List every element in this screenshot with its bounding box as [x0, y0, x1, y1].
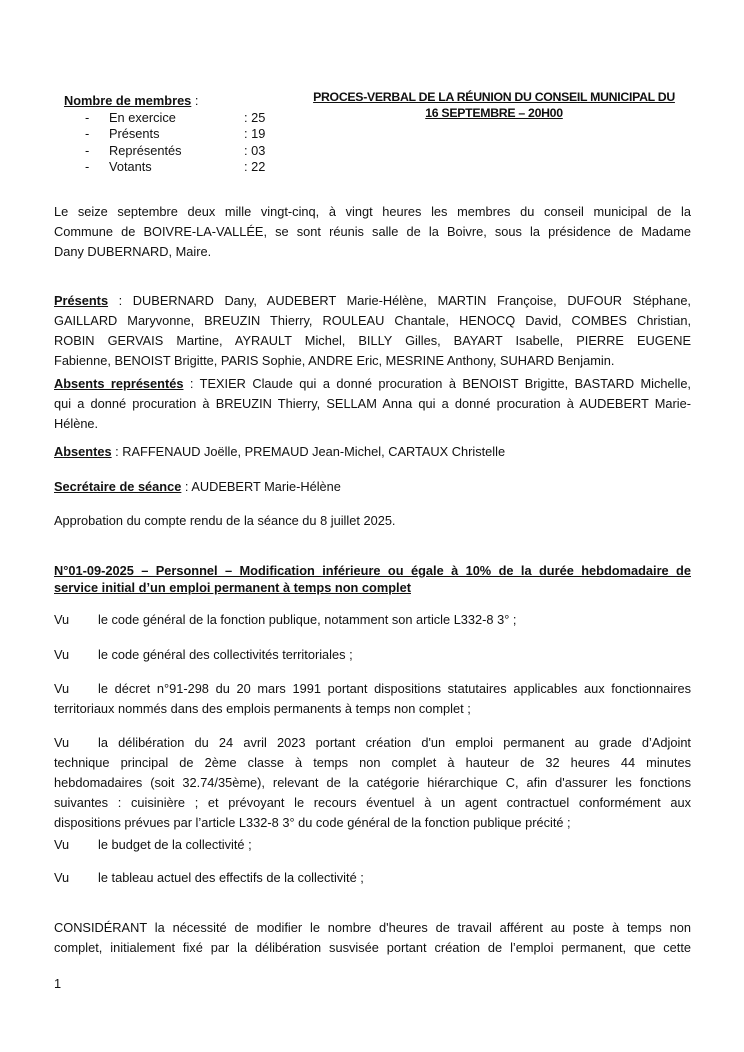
- secretaire-text: : AUDEBERT Marie-Hélène: [181, 479, 341, 494]
- presents-line: GAILLARD Maryvonne, BREUZIN Thierry, ROULEAU Chantale, HENOCQ David, COMBES Christian,: [54, 313, 691, 328]
- absentes-label: Absentes: [54, 444, 112, 459]
- members-row-label: En exercice: [109, 109, 176, 125]
- members-row-representes: [55, 143, 295, 160]
- intro-line: Commune de BOIVRE-LA-VALLÉE, se sont réunis salle de la Boivre, sous la présidence de Madame: [54, 224, 691, 239]
- intro-line: Dany DUBERNARD, Maire.: [54, 244, 212, 259]
- list-dash: -: [85, 126, 90, 141]
- absents-representes-line: [54, 374, 691, 394]
- vu-keyword: Vu: [54, 870, 70, 885]
- vu-text: le décret n°91-298 du 20 mars 1991 portant dispositions statutaires applicables aux fonctionnaires: [98, 681, 691, 696]
- presents-text: : DUBERNARD Dany, AUDEBERT Marie-Hélène, MARTIN Françoise, DUFOUR Stéphane,: [108, 293, 691, 308]
- members-row-label: Présents: [109, 126, 160, 141]
- considerant-paragraph: [54, 918, 691, 958]
- members-row-label: Votants: [109, 159, 152, 174]
- vu-item: [54, 679, 691, 719]
- secretaire-paragraph: [54, 477, 691, 497]
- vu-keyword: Vu: [54, 837, 70, 852]
- vu-keyword: Vu: [54, 647, 70, 662]
- list-dash: -: [85, 159, 90, 174]
- vu-line: hebdomadaires (soit 32.74/35ème), relevant de la catégorie hiérarchique C, afin d'assurer les fonctions: [54, 775, 691, 790]
- members-row-value: : 22: [244, 159, 266, 174]
- considerant-line: complet, initialement fixé par la délibération susvisée portant création de l’emploi permanent, que cette: [54, 940, 691, 955]
- members-row-en-exercice: [55, 110, 295, 127]
- list-dash: -: [85, 142, 90, 158]
- deliberation-title-line: service initial d’un emploi permanent à temps non complet: [54, 580, 411, 595]
- vu-item: [54, 610, 691, 630]
- members-heading-suffix: :: [191, 93, 199, 108]
- vu-item: [54, 733, 691, 833]
- presents-paragraph: [54, 291, 691, 371]
- absentes-text: : RAFFENAUD Joëlle, PREMAUD Jean-Michel, CARTAUX Christelle: [111, 444, 506, 459]
- vu-line: dispositions prévues par l’article L332-8 3° du code général de la fonction publique précité ;: [54, 815, 571, 830]
- document-title: [296, 89, 692, 121]
- secretaire-label: Secrétaire de séance: [54, 479, 182, 494]
- presents-label: Présents: [54, 293, 109, 308]
- vu-text: le budget de la collectivité ;: [98, 837, 252, 852]
- list-dash: -: [85, 109, 90, 125]
- considerant-line: CONSIDÉRANT la nécessité de modifier le nombre d'heures de travail afférent au poste à temps non: [54, 920, 691, 935]
- vu-item: [54, 645, 691, 665]
- absents-representes-line: qui a donné procuration à BREUZIN Thierry, SELLAM Anna qui a donné procuration à AUDEBERT Marie-: [54, 396, 691, 411]
- vu-line: territoriaux nommés dans des emplois permanents à temps non complet ;: [54, 701, 471, 716]
- vu-keyword: Vu: [54, 681, 70, 696]
- vu-text: la délibération du 24 avril 2023 portant création d'un emploi permanent au grade d’Adjoint: [98, 735, 691, 750]
- intro-paragraph: [54, 202, 691, 262]
- document-title-line1: PROCES-VERBAL DE LA RÉUNION DU CONSEIL MUNICIPAL DU: [313, 90, 675, 104]
- members-row-value: : 19: [244, 126, 266, 141]
- vu-text: le tableau actuel des effectifs de la collectivité ;: [98, 870, 364, 885]
- presents-line: ROBIN GERVAIS Martine, AYRAULT Michel, BILLY Gilles, BAYART Isabelle, PIERRE EUGENE: [54, 333, 691, 348]
- vu-text: le code général de la fonction publique, notamment son article L332-8 3° ;: [98, 612, 517, 627]
- vu-line: [54, 679, 691, 699]
- vu-keyword: Vu: [54, 735, 70, 750]
- vu-item: [54, 835, 691, 855]
- members-row-label: Représentés: [109, 142, 182, 158]
- members-row-votants: [55, 159, 295, 176]
- deliberation-title: [54, 562, 691, 596]
- intro-line: Le seize septembre deux mille vingt-cinq, à vingt heures les membres du conseil municipal de la: [54, 204, 691, 219]
- vu-line: [54, 733, 691, 753]
- absents-representes-label: Absents représentés: [54, 376, 184, 391]
- absents-representes-paragraph: [54, 374, 691, 434]
- absents-representes-text: : TEXIER Claude qui a donné procuration à BENOIST Brigitte, BASTARD Michelle,: [183, 376, 691, 391]
- vu-line: technique principal de 2ème classe à temps non complet à hauteur de 32 heures 44 minutes: [54, 755, 691, 770]
- members-heading-label: Nombre de membres: [64, 93, 192, 108]
- absents-representes-line: Hélène.: [54, 416, 99, 431]
- deliberation-title-line: N°01-09-2025 – Personnel – Modification inférieure ou égale à 10% de la durée hebdomadaire de: [54, 563, 691, 578]
- approbation-text: Approbation du compte rendu de la séance du 8 juillet 2025.: [54, 513, 396, 528]
- vu-item: [54, 868, 691, 888]
- page-number: 1: [54, 976, 62, 991]
- vu-text: le code général des collectivités territoriales ;: [98, 647, 353, 662]
- members-row-value: : 03: [244, 142, 266, 158]
- members-summary: [55, 93, 295, 176]
- vu-line: suivantes : cuisinière ; et prévoyant le recours éventuel à un agent contractuel conformément aux: [54, 795, 691, 810]
- members-row-value: : 25: [244, 109, 266, 125]
- document-title-line2: 16 SEPTEMBRE – 20H00: [425, 106, 563, 120]
- presents-line: Fabienne, BENOIST Brigitte, PARIS Sophie, ANDRE Eric, MESRINE Anthony, SUHARD Benjamin.: [54, 353, 615, 368]
- members-heading: [55, 93, 295, 110]
- vu-keyword: Vu: [54, 612, 70, 627]
- members-row-presents: [55, 126, 295, 143]
- absentes-paragraph: [54, 442, 691, 462]
- presents-line: [54, 291, 691, 311]
